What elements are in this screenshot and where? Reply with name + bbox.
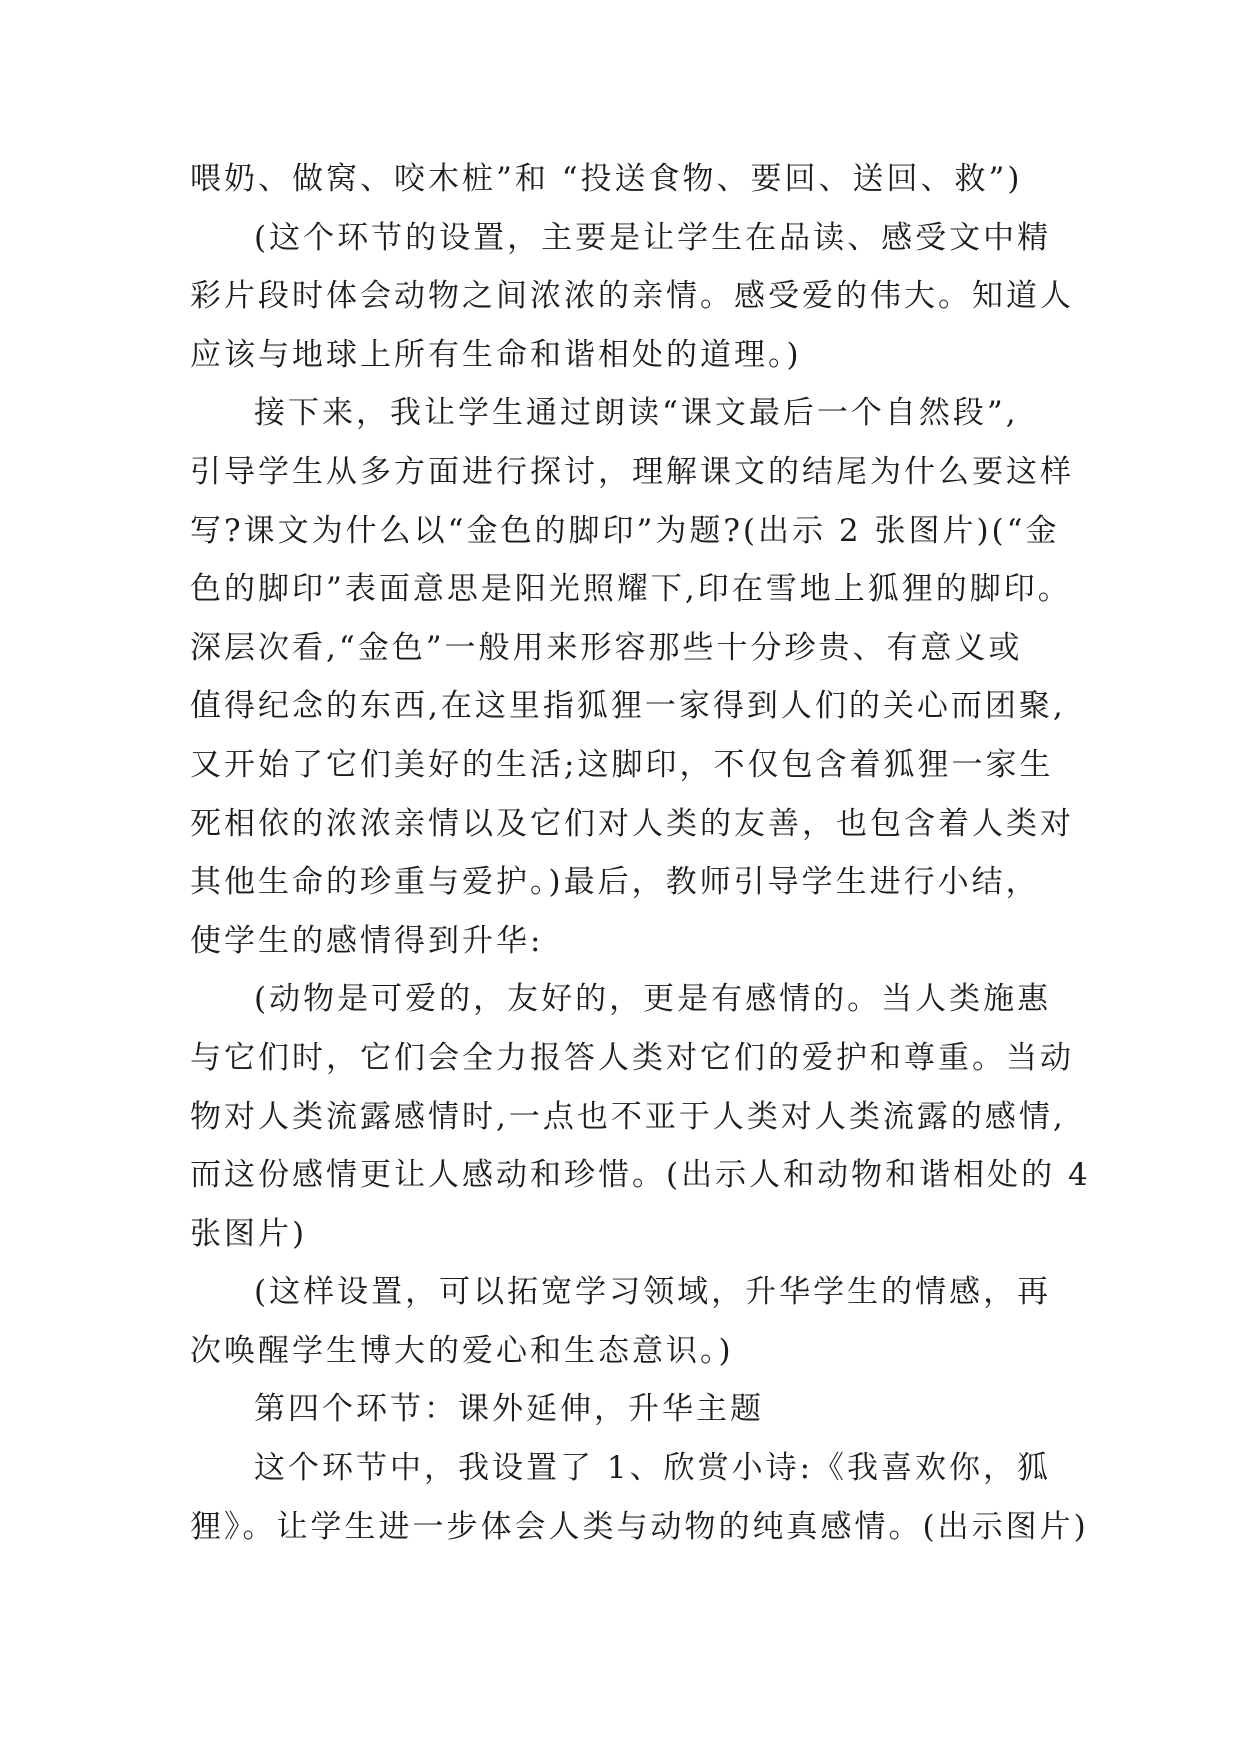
text-line: 彩片段时体会动物之间浓浓的亲情。感受爱的伟大。知道人 xyxy=(190,278,1074,315)
text-line: 这个环节中，我设置了 1、欣赏小诗:《我喜欢你，狐 xyxy=(254,1450,1052,1487)
text-line: 应该与地球上所有生命和谐相处的道理。) xyxy=(190,336,802,373)
text-line: 张图片) xyxy=(190,1215,308,1252)
text-line: (动物是可爱的，友好的，更是有感情的。当人类施惠 xyxy=(254,981,1052,1018)
text-line: 写?课文为什么以“金色的脚印”为题?(出示 2 张图片)(“金 xyxy=(190,512,1060,549)
text-line: 次唤醒学生博大的爱心和生态意识。) xyxy=(190,1332,734,1369)
text-line: 其他生命的珍重与爱护。)最后，教师引导学生进行小结， xyxy=(190,864,1040,901)
text-line: 引导学生从多方面进行探讨，理解课文的结尾为什么要这样 xyxy=(190,453,1074,490)
text-line: 与它们时，它们会全力报答人类对它们的爱护和尊重。当动 xyxy=(190,1039,1074,1076)
text-line: 接下来，我让学生通过朗读“课文最后一个自然段”, xyxy=(254,395,1019,432)
text-line: 物对人类流露感情时,一点也不亚于人类对人类流露的感情, xyxy=(190,1098,1066,1135)
text-line: 第四个环节：课外延伸，升华主题 xyxy=(254,1391,764,1428)
text-line: 又开始了它们美好的生活;这脚印，不仅包含着狐狸一家生 xyxy=(190,746,1054,783)
document-body-text xyxy=(190,150,1091,1556)
text-line: 深层次看,“金色”一般用来形容那些十分珍贵、有意义或 xyxy=(190,629,1023,666)
text-line: 死相依的浓浓亲情以及它们对人类的友善，也包含着人类对 xyxy=(190,805,1074,842)
text-line: 色的脚印”表面意思是阳光照耀下,印在雪地上狐狸的脚印。 xyxy=(190,571,1072,608)
text-line: (这个环节的设置，主要是让学生在品读、感受文中精 xyxy=(254,219,1052,256)
text-line: 值得纪念的东西,在这里指狐狸一家得到人们的关心而团聚, xyxy=(190,688,1066,725)
text-line: 狸》。让学生进一步体会人类与动物的纯真感情。(出示图片) xyxy=(190,1508,1089,1545)
text-line: (这样设置，可以拓宽学习领域，升华学生的情感，再 xyxy=(254,1274,1052,1311)
text-line: 而这份感情更让人感动和珍惜。(出示人和动物和谐相处的 4 xyxy=(190,1157,1091,1194)
text-line: 使学生的感情得到升华: xyxy=(190,922,544,959)
text-line: 喂奶、做窝、咬木桩”和 “投送食物、要回、送回、救”) xyxy=(190,161,1023,197)
